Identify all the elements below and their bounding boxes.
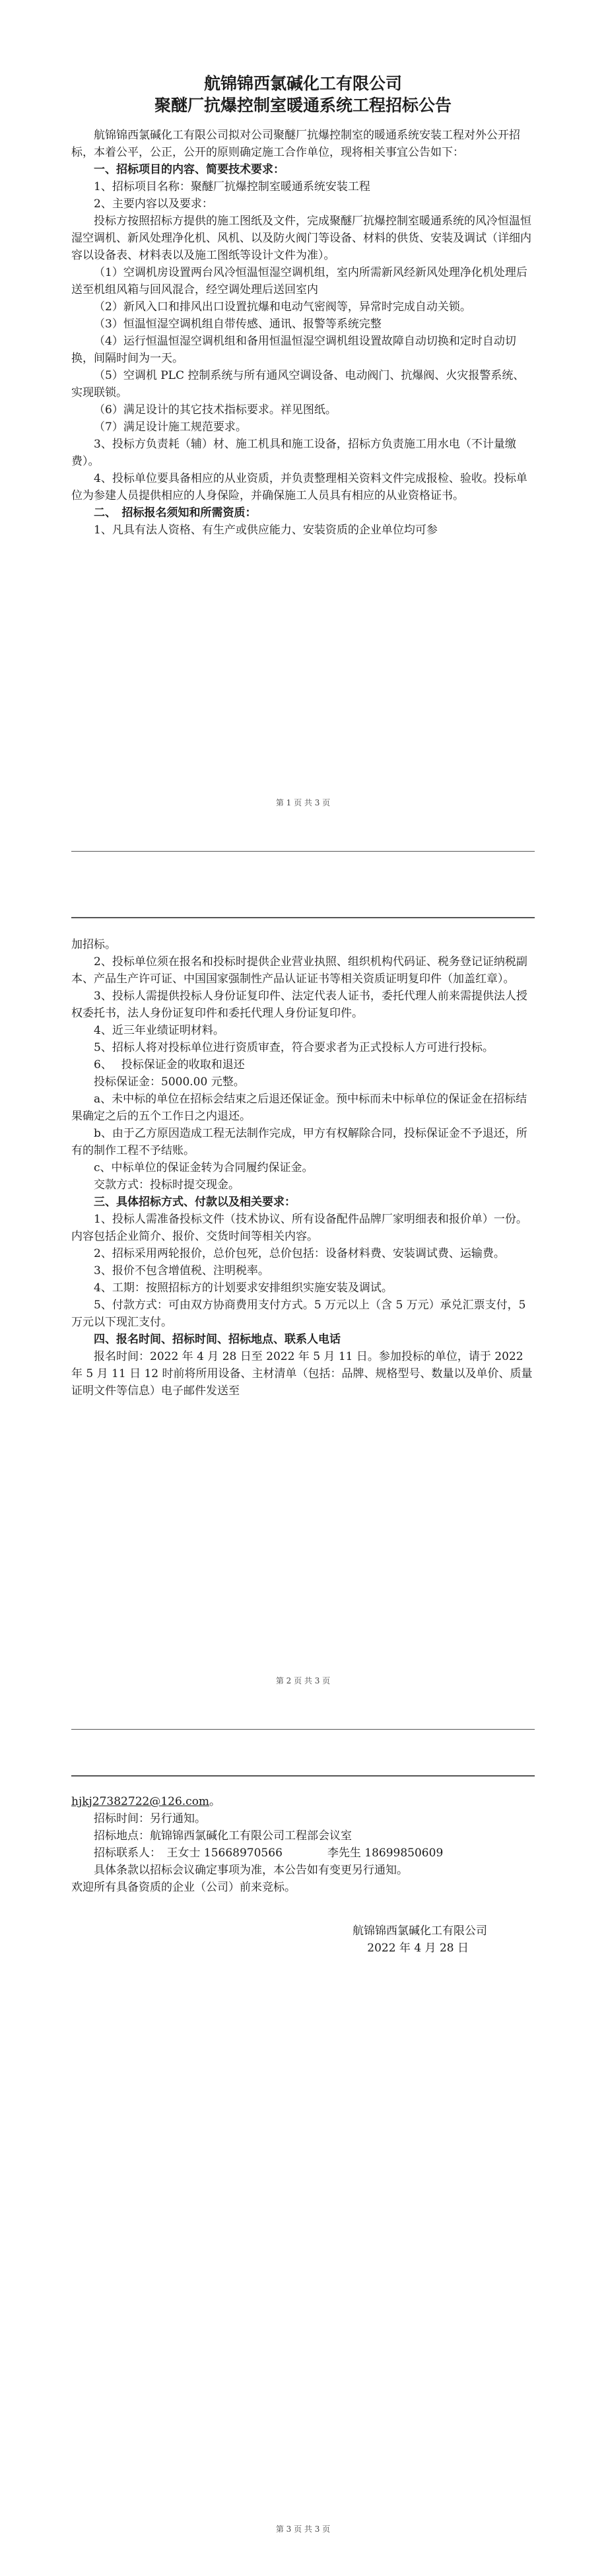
signature-company: 航锦锦西氯碱化工有限公司 — [353, 1924, 487, 1938]
page-3-content — [71, 1793, 535, 1957]
email-link[interactable]: hjkj27382722@126.com — [71, 1795, 210, 1808]
paragraph: 6、 投标保证金的收取和退还 — [94, 1058, 245, 1071]
document-page-1 — [0, 0, 606, 852]
page-3-number: 第 3 页 共 3 页 — [275, 2525, 331, 2534]
paragraph: 1、凡具有法人资格、有生产或供应能力、安装资质的企业单位均可参 — [94, 524, 438, 537]
page-1-body — [71, 127, 535, 539]
paragraph: （1）空调机房设置两台风冷恒温恒湿空调机组，室内所需新风经新风处理净化机处理后送至机组风箱与回风混合，经空调处理后送回室内 — [71, 266, 527, 296]
paragraph: 2、主要内容以及要求： — [94, 197, 213, 211]
page-header-rule — [71, 917, 535, 918]
paragraph: （7）满足设计施工规范要求。 — [94, 421, 247, 434]
paragraph: c、中标单位的保证金转为合同履约保证金。 — [94, 1161, 314, 1174]
paragraph: 4、投标单位要具备相应的从业资质，并负责整理相关资料文件完成报检、验收。投标单位为参建人员提供相应的人身保险，并确保施工人员具有相应的从业资格证书。 — [71, 472, 527, 502]
paragraph: 航锦锦西氯碱化工有限公司拟对公司聚醚厂抗爆控制室的暖通系统安装工程对外公开招标，本着公平，公正，公开的原则确定施工合作单位，现将相关事宜公告如下： — [71, 129, 520, 159]
paragraph: 投标保证金：5000.00 元整。 — [94, 1075, 245, 1089]
paragraph: 加招标。 — [71, 938, 116, 951]
paragraph: 1、投标人需准备投标文件（技术协议、所有设备配件品牌厂家明细表和报价单）一份。内容包括企业简介、报价、交货时间等相关内容。 — [71, 1213, 527, 1243]
paragraph: 欢迎所有具备资质的企业（公司）前来竞标。 — [71, 1881, 296, 1894]
paragraph: 2、投标单位须在报名和投标时提供企业营业执照、组织机构代码证、税务登记证纳税副本、产品生产许可证、中国国家强制性产品认证证书等相关资质证明复印件（加盖红章）。 — [71, 955, 527, 986]
page-2-body — [71, 936, 535, 1400]
page-1-number: 第 1 页 共 3 页 — [275, 798, 331, 807]
document-title-line-2: 聚醚厂抗爆控制室暖通系统工程招标公告 — [154, 96, 452, 115]
paragraph: 5、付款方式：可由双方协商费用支付方式。5 万元以上（含 5 万元）承兑汇票支付，5 万元以下现汇支付。 — [71, 1299, 526, 1329]
paragraph: 招标联系人： 王女士 15668970566 李先生 18699850609 — [94, 1847, 444, 1860]
paragraph: 具体条款以招标会议确定事项为准，本公告如有变更另行通知。 — [94, 1864, 408, 1877]
document-page-3 — [0, 1730, 606, 2576]
signature-date: 2022 年 4 月 28 日 — [367, 1942, 469, 1955]
section-heading: 四、报名时间、招标时间、招标地点、联系人电话 — [94, 1333, 341, 1346]
paragraph: 1、招标项目名称：聚醚厂抗爆控制室暖通系统安装工程 — [94, 180, 370, 193]
section-heading: 一、招标项目的内容、简要技术要求： — [94, 163, 285, 176]
page-3-body — [71, 1810, 535, 1896]
paragraph: b、由于乙方原因造成工程无法制作完成，甲方有权解除合同，投标保证金不予退还，所有的制作工程不予结账。 — [71, 1127, 527, 1157]
paragraph: （3）恒温恒湿空调机组自带传感、通讯、报警等系统完整 — [94, 318, 382, 331]
document-page-2 — [0, 852, 606, 1730]
section-heading: 二、 招标报名须知和所需资质： — [94, 506, 257, 520]
paragraph: 招标时间：另行通知。 — [94, 1812, 206, 1825]
document-title-line-1: 航锦锦西氯碱化工有限公司 — [203, 74, 402, 93]
page-header-rule — [71, 1775, 535, 1777]
paragraph: 3、报价不包含增值税、注明税率。 — [94, 1264, 269, 1277]
email-line — [71, 1793, 535, 1810]
email-suffix: 。 — [209, 1795, 221, 1808]
paragraph: 3、投标方负责耗（辅）材、施工机具和施工设备，招标方负责施工用水电（不计量缴费）。 — [71, 438, 516, 468]
page-2-content — [71, 936, 535, 1400]
paragraph: 4、近三年业绩证明材料。 — [94, 1024, 224, 1037]
page-1-content — [71, 73, 535, 539]
paragraph: 2、招标采用两轮报价，总价包死，总价包括：设备材料费、安装调试费、运输费。 — [94, 1247, 505, 1260]
paragraph: （4）运行恒温恒湿空调机组和备用恒温恒湿空调机组设置故障自动切换和定时自动切换，间隔时间为一天。 — [71, 335, 516, 365]
page-2-number: 第 2 页 共 3 页 — [275, 1676, 331, 1685]
section-heading: 三、具体招标方式、付款以及相关要求： — [94, 1196, 296, 1209]
paragraph: 5、招标人将对投标单位进行资质审查，符合要求者为正式投标人方可进行投标。 — [94, 1041, 494, 1054]
paragraph: （5）空调机 PLC 控制系统与所有通风空调设备、电动阀门、抗爆阀、火灾报警系统、实现联锁。 — [71, 369, 525, 399]
paragraph: 4、工期：按照招标方的计划要求安排组织实施安装及调试。 — [94, 1281, 393, 1295]
paragraph: 报名时间：2022 年 4 月 28 日至 2022 年 5 月 11 日。参加投标的单位，请于 2022 年 5 月 11 日 12 时前将所用设备、主材清单（包括：品牌、规格型号、数量以及单价、质量证明文件等信息）电子邮件发送至 — [71, 1350, 533, 1398]
paragraph: 投标方按照招标方提供的施工图纸及文件，完成聚醚厂抗爆控制室暖通系统的风冷恒温恒湿空调机、新风处理净化机、风机、以及防火阀门等设备、材料的供货、安装及调试（详细内容以设备表、材料表以及施工图纸等设计文件为准）。 — [71, 215, 531, 262]
paragraph: 3、投标人需提供投标人身份证复印件、法定代表人证书，委托代理人前来需提供法人授权委托书，法人身份证复印件和委托代理人身份证复印件。 — [71, 990, 527, 1020]
paragraph: （6）满足设计的其它技术指标要求。祥见图纸。 — [94, 403, 337, 417]
paragraph: a、未中标的单位在招标会结束之后退还保证金。预中标而未中标单位的保证金在招标结果确定之后的五个工作日之内退还。 — [71, 1093, 527, 1123]
paragraph: （2）新风入口和排风出口设置抗爆和电动气密阀等，异常时完成自动关锁。 — [94, 300, 471, 314]
paragraph: 招标地点：航锦锦西氯碱化工有限公司工程部会议室 — [94, 1829, 352, 1843]
paragraph: 交款方式：投标时提交现金。 — [94, 1178, 240, 1192]
